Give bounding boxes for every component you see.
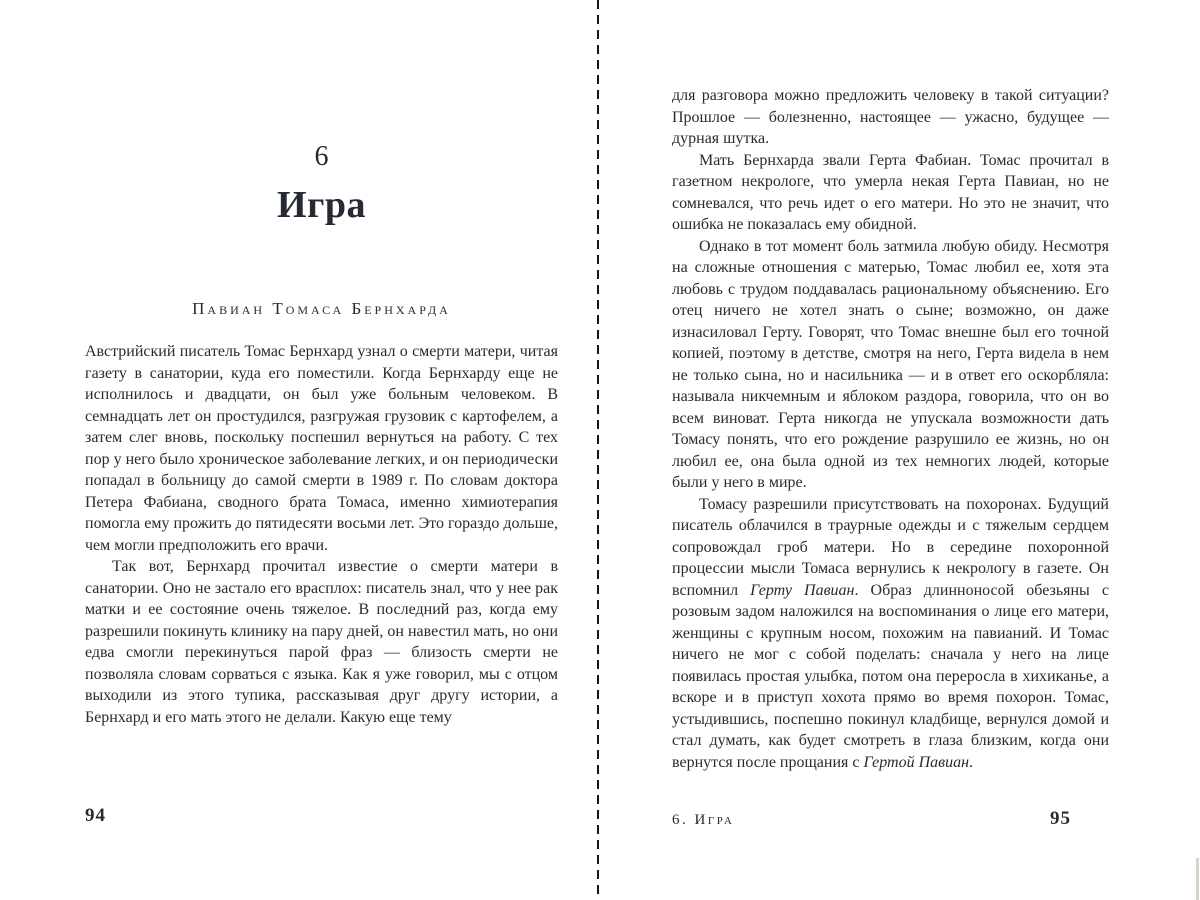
paragraph: Австрийский писатель Томас Бернхард узнал о смерти матери, читая газету в санатории, куда его поместили. Когда Бернхарду еще не исполнилось и двадцати, он был уже больным человеком. В семнадцать лет он простудился, разгружая грузовик с картофелем, а затем слег вновь, поскольку поспешил вернуться на работу. С тех пор у него было хроническое заболевание легких, и он периодически попадал в больницу до самой смерти в 1989 г. По словам доктора Петера Фабиана, сводного брата Томаса, именно химиотерапия помогла ему прожить до пятидесяти восьми лет. Это гораздо дольше, чем могли предположить его врачи. xyxy=(85,343,558,554)
right-page-footer xyxy=(672,808,1109,830)
page-left xyxy=(85,0,558,800)
paragraph: Однако в тот момент боль затмила любую обиду. Несмотря на сложные отношения с матерью, Томас любил ее, хотя эта любовь с трудом поддавалась рациональному объяснению. Его отец ничего не хотел знать о сыне; возможно, он даже изнасиловал Герту. Говорят, что Томас внешне был его точной копией, поэтому в детстве, смотря на него, Герта видела в нем не только сына, но и насильника — и в ответ его оскорбляла: называла никчемным и яблоком раздора, говорила, что он во всем виноват. Герта никогда не упускала возможности дать Томасу понять, что его рождение разрушило ее жизнь, но он любил ее, она была одной из тех немногих людей, которые были у него в мире. xyxy=(672,237,1109,491)
paragraph: Так вот, Бернхард прочитал известие о смерти матери в санатории. Оно не застало его врасплох: писатель знал, что у нее рак матки и ее состояние очень тяжелое. В последний раз, когда ему разрешили покинуть клинику на пару дней, он навестил мать, но они едва смогли перекинуться парой фраз — близость смерти не позволяла словам сорваться с языка. Как я уже говорил, мы с отцом выходили из этого тупика, рассказывая друг другу истории, а Бернхард и его мать этого не делали. Какую еще тему xyxy=(85,558,558,726)
page-number-right: 95 xyxy=(1050,808,1071,829)
page-edge-shadow xyxy=(1196,858,1199,900)
page-number-left: 94 xyxy=(85,805,106,826)
section-heading: Павиан Томаса Бернхарда xyxy=(192,299,451,318)
paragraph-segment: Томасу разрешили присутствовать на похоронах. Будущий писатель облачился в траурные одежды и с тяжелым сердцем сопровождал гроб матери. Но в середине похоронной процессии мысли Томаса вернулись к некрологу в газете. Он вспомнил xyxy=(672,495,1109,599)
paragraph: Мать Бернхарда звали Герта Фабиан. Томас прочитал в газетном некрологе, что умерла некая Герта Павиан, но не сомневался, что речь идет о его матери. Но это не значит, что ошибка не показалась ему обидной. xyxy=(672,151,1109,233)
italic-phrase: Герту Павиан xyxy=(750,581,855,599)
paragraph: для разговора можно предложить человеку в такой ситуации? Прошлое — болезненно, настоящее — ужасно, будущее — дурная шутка. xyxy=(672,87,1109,147)
right-page-body xyxy=(672,85,1109,773)
running-footer: 6. Игра xyxy=(672,812,735,828)
paragraph-segment: . Образ длинноносой обезьяны с розовым задом наложился на воспоминания о лице его матери, женщины с крупным носом, похожим на павианий. И Томас ничего не мог с собой поделать: сначала у него на лице появилась простая улыбка, потом она переросла в хихиканье, а вскоре и в приступ хохота прямо во время похорон. Томас, устыдившись, поспешно покинул кладбище, вернулся домой и стал думать, как будет смотреть в глаза близким, когда они вернутся после прощания с xyxy=(672,581,1109,771)
chapter-number: 6 xyxy=(314,141,329,172)
italic-phrase: Гертой Павиан xyxy=(863,753,970,771)
page-right xyxy=(672,85,1109,807)
page-divider-dashed-line xyxy=(597,0,599,900)
paragraph-segment: . xyxy=(969,753,974,771)
paragraph xyxy=(672,494,1109,774)
chapter-title: Игра xyxy=(277,184,366,226)
left-page-body xyxy=(85,341,558,728)
